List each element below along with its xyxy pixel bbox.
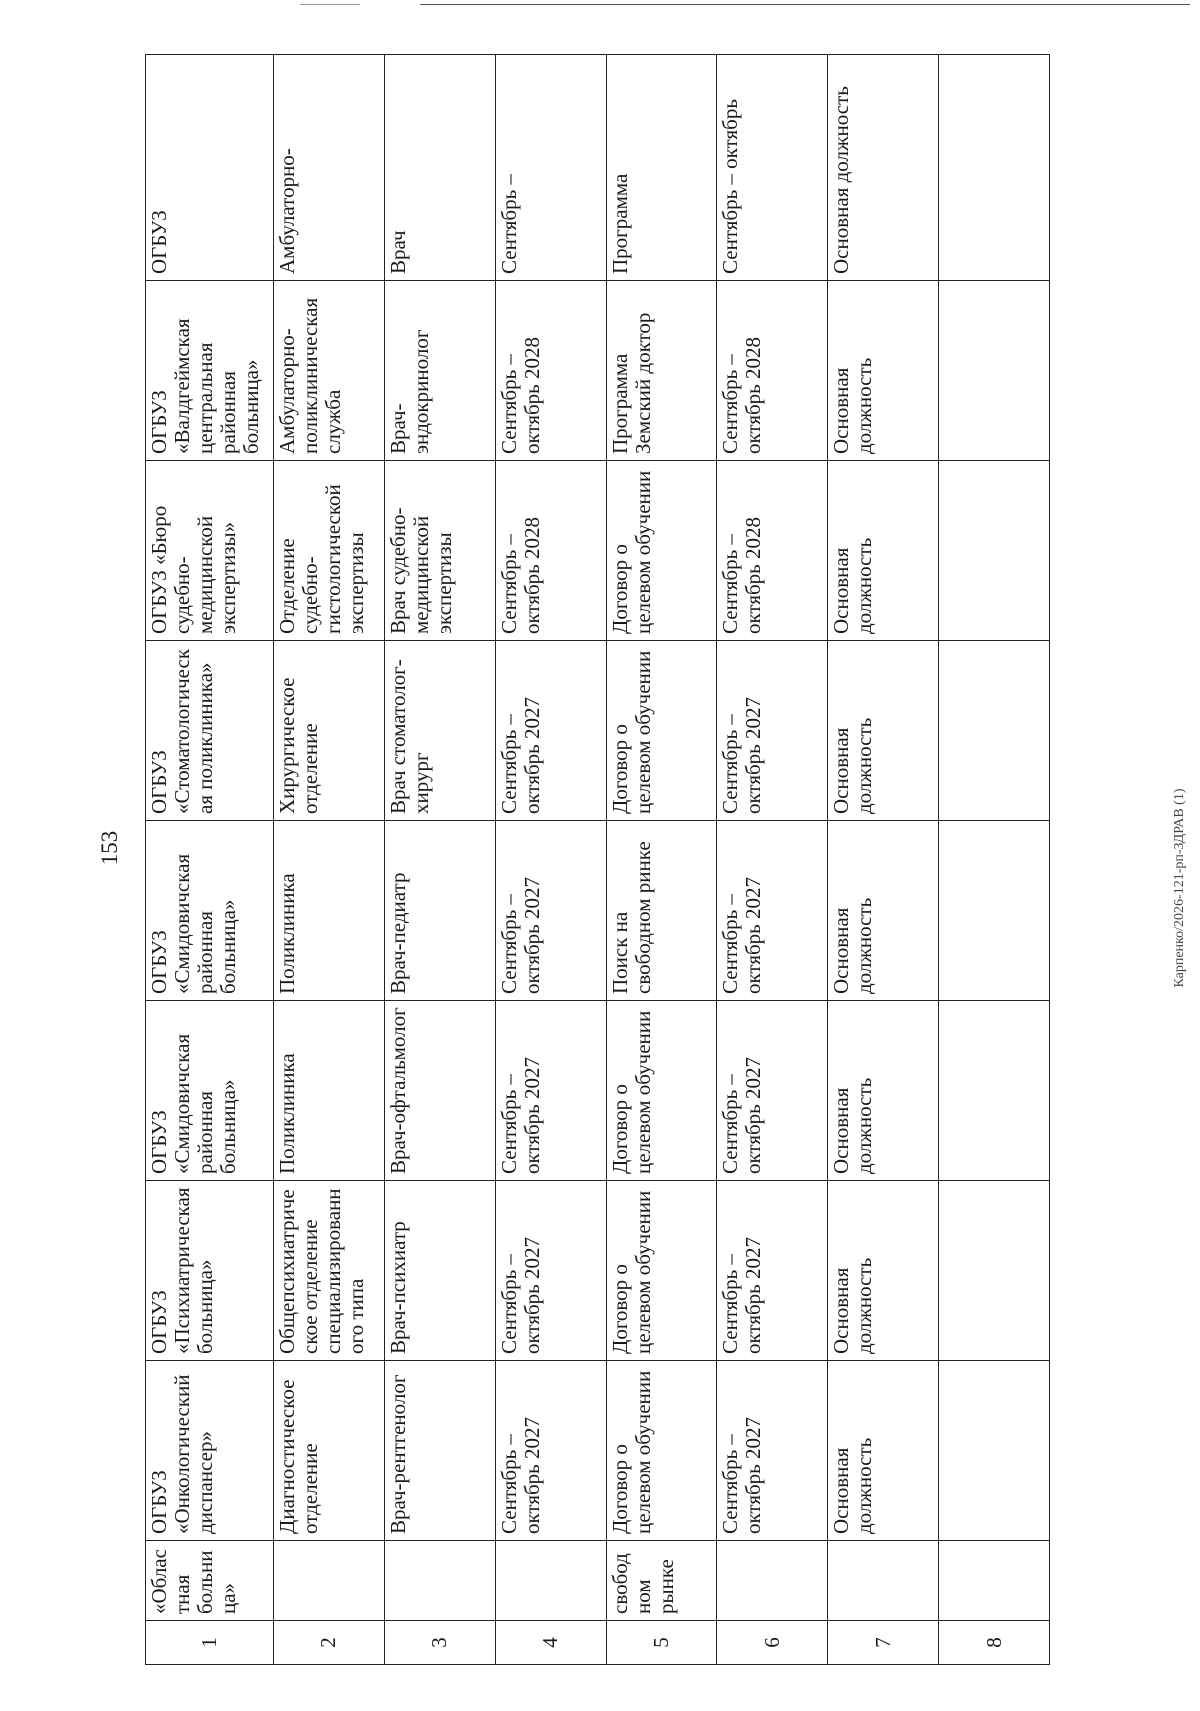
table-cell: Сентябрь – октябрь 2027 bbox=[717, 1361, 828, 1541]
table-cell: Отделение судебно-гистологической экспертизы bbox=[273, 461, 384, 641]
table-cell: «Областная больница» bbox=[146, 1541, 274, 1621]
column-number-header: 7 bbox=[828, 1621, 939, 1665]
table-cell: ОГБУЗ «Стоматологическая поликлиника» bbox=[146, 641, 274, 821]
table-cell: Амбулаторно- bbox=[273, 55, 384, 281]
table-cell: Амбулаторно-поликлиническая служба bbox=[273, 281, 384, 461]
column-number-header: 2 bbox=[273, 1621, 384, 1665]
table-cell: Хирургическое отделение bbox=[273, 641, 384, 821]
table-column-row bbox=[146, 55, 274, 1665]
table-cell: Сентябрь – октябрь 2027 bbox=[717, 641, 828, 821]
column-number-header: 3 bbox=[384, 1621, 495, 1665]
table-cell: Основная должность bbox=[828, 641, 939, 821]
table-cell: Основная должность bbox=[828, 461, 939, 641]
table-cell: ОГБУЗ «Онкологический диспансер» bbox=[146, 1361, 274, 1541]
table-cell: Сентябрь – октябрь 2028 bbox=[717, 281, 828, 461]
column-number-header: 8 bbox=[939, 1621, 1050, 1665]
table-cell: Врач стоматолог-хирург bbox=[384, 641, 495, 821]
table-cell: Сентябрь – октябрь 2027 bbox=[717, 821, 828, 1001]
table-cell: Основная должность bbox=[828, 1361, 939, 1541]
rotated-table-container bbox=[145, 55, 1050, 1665]
table-cell: ОГБУЗ bbox=[146, 55, 274, 281]
table-column-row bbox=[606, 55, 717, 1665]
table-cell: Поиск на свободном ринке bbox=[606, 821, 717, 1001]
table-cell: Поликлиника bbox=[273, 1001, 384, 1181]
column-number-header: 4 bbox=[495, 1621, 606, 1665]
table-cell: Врач-педиатр bbox=[384, 821, 495, 1001]
table-cell: ОГБУЗ «Смидовичская районная больница» bbox=[146, 821, 274, 1001]
table-cell: Диагностическое отделение bbox=[273, 1361, 384, 1541]
top-edge-line bbox=[300, 4, 360, 5]
table-cell: Договор о целевом обучении bbox=[606, 461, 717, 641]
table-cell: Общепсихиатрическое отделение специализированного типа bbox=[273, 1181, 384, 1361]
table-cell: Основная должность bbox=[828, 1181, 939, 1361]
table-cell: Сентябрь – октябрь bbox=[717, 55, 828, 281]
table-cell: Врач судебно-медицинской экспертизы bbox=[384, 461, 495, 641]
table-cell: Договор о целевом обучении bbox=[606, 641, 717, 821]
table-cell: Врач-психиатр bbox=[384, 1181, 495, 1361]
table-cell bbox=[939, 461, 1050, 641]
top-edge-line bbox=[420, 4, 1190, 5]
table-cell: Основная должность bbox=[828, 281, 939, 461]
table-cell: Сентябрь – октябрь 2027 bbox=[495, 1001, 606, 1181]
table-cell bbox=[495, 1541, 606, 1621]
table-cell: Сентябрь – октябрь 2027 bbox=[717, 1001, 828, 1181]
table-cell: Договор о целевом обучении bbox=[606, 1361, 717, 1541]
table-column-row bbox=[717, 55, 828, 1665]
table-column-row bbox=[495, 55, 606, 1665]
table-cell: Врач bbox=[384, 55, 495, 281]
page-number: 153 bbox=[97, 830, 122, 866]
table-cell bbox=[939, 1541, 1050, 1621]
table-cell: свободном рынке bbox=[606, 1541, 717, 1621]
table-cell: Сентябрь – октябрь 2028 bbox=[495, 461, 606, 641]
table-cell bbox=[828, 1541, 939, 1621]
table-cell: ОГБУЗ «Валдгеймская центральная районная больница» bbox=[146, 281, 274, 461]
table-column-row bbox=[273, 55, 384, 1665]
table-cell: Сентябрь – октябрь 2028 bbox=[717, 461, 828, 641]
table-cell: Врач-офтальмолог bbox=[384, 1001, 495, 1181]
footer-reference: Карпенко/2026-121-рп-ЗДРАВ (1) bbox=[1172, 788, 1187, 988]
table-cell bbox=[717, 1541, 828, 1621]
table-cell: Врач-эндокринолог bbox=[384, 281, 495, 461]
table-cell: Договор о целевом обучении bbox=[606, 1181, 717, 1361]
table-cell bbox=[939, 1181, 1050, 1361]
table-cell: Поликлиника bbox=[273, 821, 384, 1001]
table-cell: Сентябрь – октябрь 2027 bbox=[717, 1181, 828, 1361]
table-cell bbox=[939, 641, 1050, 821]
table-cell: ОГБУЗ «Смидовичская районная больница» bbox=[146, 1001, 274, 1181]
table-cell: Основная должность bbox=[828, 55, 939, 281]
table-cell: Сентябрь – bbox=[495, 55, 606, 281]
table-cell bbox=[939, 281, 1050, 461]
column-number-header: 1 bbox=[146, 1621, 274, 1665]
table-cell: Сентябрь – октябрь 2028 bbox=[495, 281, 606, 461]
table-column-row bbox=[384, 55, 495, 1665]
table-column-row bbox=[828, 55, 939, 1665]
table-cell bbox=[939, 55, 1050, 281]
table-cell: Основная должность bbox=[828, 1001, 939, 1181]
table-cell: ОГБУЗ «Бюро судебно-медицинской экспертизы» bbox=[146, 461, 274, 641]
table-cell: Сентябрь – октябрь 2027 bbox=[495, 1181, 606, 1361]
table-cell: Программа bbox=[606, 55, 717, 281]
table-cell bbox=[939, 1361, 1050, 1541]
table-cell bbox=[273, 1541, 384, 1621]
table-cell bbox=[384, 1541, 495, 1621]
staffing-table bbox=[145, 54, 1050, 1665]
table-cell bbox=[939, 821, 1050, 1001]
column-number-header: 6 bbox=[717, 1621, 828, 1665]
table-column-row bbox=[939, 55, 1050, 1665]
table-cell: Сентябрь – октябрь 2027 bbox=[495, 1361, 606, 1541]
table-cell: ОГБУЗ «Психиатрическая больница» bbox=[146, 1181, 274, 1361]
table-cell: Программа Земский доктор bbox=[606, 281, 717, 461]
column-number-header: 5 bbox=[606, 1621, 717, 1665]
table-cell: Основная должность bbox=[828, 821, 939, 1001]
table-cell: Сентябрь – октябрь 2027 bbox=[495, 821, 606, 1001]
table-cell: Врач-рентгенолог bbox=[384, 1361, 495, 1541]
table-cell: Договор о целевом обучении bbox=[606, 1001, 717, 1181]
table-cell bbox=[939, 1001, 1050, 1181]
table-cell: Сентябрь – октябрь 2027 bbox=[495, 641, 606, 821]
